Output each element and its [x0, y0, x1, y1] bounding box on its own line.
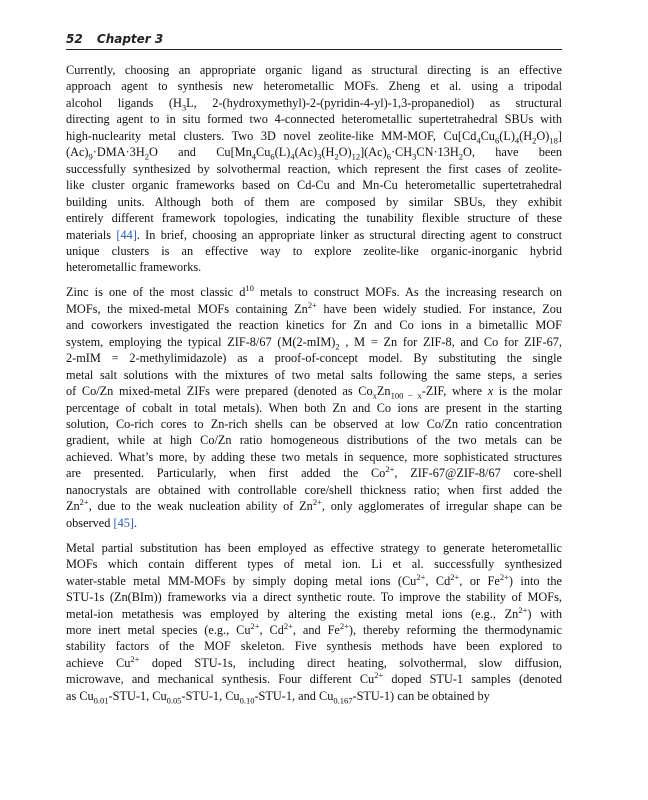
- superscript: 2+: [339, 620, 349, 631]
- subscript: 18: [549, 135, 558, 146]
- subscript: 3: [317, 151, 322, 162]
- text-line: metal salt solutions with the mixtures of two metal salts following the same steps, a series: [66, 367, 562, 382]
- subscript: 2: [334, 151, 339, 162]
- subscript: 6: [494, 135, 500, 146]
- subscript: 100 − x: [390, 390, 422, 401]
- subscript: 3: [181, 102, 187, 113]
- text-line: stability factors of the MOF skeleton. Five synthesis methods have been explored to: [66, 639, 562, 654]
- superscript: 2+: [416, 571, 426, 582]
- text-line: microwave, and mechanical synthesis. Four different $Cu^{2+}$ doped STU-1 samples (denoted: [66, 670, 562, 687]
- text-line: metal-ion metathesis was employed by altering the existing metal ions (e.g., $Zn^{2+}$) with: [66, 604, 562, 621]
- subscript: 2: [335, 341, 340, 352]
- text-line: Zinc is one of the most classic $d^{10}$ metals to construct MOFs. As the increasing research on: [66, 283, 562, 300]
- body-text: [66, 62, 562, 713]
- subscript: 4: [476, 135, 481, 146]
- superscript: 2+: [385, 464, 395, 475]
- text-line: alcohol ligands ($H_3L$, 2-(hydroxymethyl)-2-(pyridin-4-yl)-1,3-propanediol) as structural: [66, 95, 562, 113]
- text-line: directing agent to in situ formed two 4-connected heterometallic supertetrahedral SBUs with: [66, 112, 562, 127]
- subscript: 0.10: [239, 695, 255, 706]
- running-header: [66, 32, 562, 50]
- superscript: 10: [245, 283, 254, 294]
- superscript: 2+: [499, 571, 509, 582]
- chapter-title: Chapter 3: [96, 32, 164, 46]
- italic-variable: x: [487, 384, 494, 399]
- subscript: 12: [351, 151, 361, 162]
- paragraph: [66, 284, 562, 531]
- subscript: 3: [412, 151, 417, 162]
- subscript: 2: [458, 151, 463, 162]
- text-line: are presented. Particularly, when first added the $Co^{2+}$, ZIF-67@ZIF-8/67 core-shell: [66, 464, 563, 481]
- text-line: 2-mIM = 2-methylimidazole) as a proof-of-concept model. By substituting the single: [66, 351, 562, 366]
- paragraph: [66, 62, 562, 276]
- subscript: x: [372, 390, 377, 401]
- superscript: 2+: [312, 497, 322, 508]
- citation-link[interactable]: [45]: [113, 515, 134, 530]
- text-line: unique clusters is an effective way to explore zeolite-like organic-inorganic hybrid: [66, 243, 562, 258]
- text-line: STU-1s (Zn(BIm)) frameworks via a direct synthetic route. To improve the stability of MOFs,: [66, 590, 562, 605]
- page-number: 52: [66, 32, 83, 46]
- text-line: high-nuclearity metal clusters. Two 3D novel zeolite-like MM-MOF, $Cu[Cd_4Cu_6(L)_4(H_2O)_{18}]$: [66, 128, 562, 146]
- text-line: MOFs, the mixed-metal MOFs containing $Zn^{2+}$ have been widely studied. For instance, Zou: [66, 299, 563, 316]
- subscript: 6: [270, 151, 275, 162]
- subscript: 4: [514, 135, 520, 146]
- text-line: heterometallic frameworks.: [66, 260, 202, 275]
- text-line: more inert metal species (e.g., $Cu^{2+}$, $Cd^{2+}$, and $Fe^{2+}$), thereby reforming the thermodynamic: [66, 620, 562, 637]
- superscript: 2+: [250, 620, 260, 631]
- superscript: 2+: [283, 620, 293, 631]
- text-line: Metal partial substitution has been employed as effective strategy to generate heterometallic: [66, 540, 562, 555]
- text-line: system, employing the typical ZIF-8/67 ($M(2-mIM)_2$ , M = Zn for ZIF-8, and Co for ZIF-67,: [66, 334, 562, 352]
- superscript: 2+: [450, 571, 460, 582]
- subscript: 0.167: [333, 695, 353, 706]
- text-line: $Zn^{2+}$, due to the weak nucleation ability of $Zn^{2+}$, only agglomerates of irregular shape can be: [66, 497, 562, 514]
- superscript: 2+: [79, 497, 89, 508]
- text-line: as $Cu_{0.01}-STU-1$, $Cu_{0.05}-STU-1$, $Cu_{0.10}-STU-1$, and $Cu_{0.167}-STU-1$) can be obtained by: [66, 688, 490, 706]
- text-line: successfully synthesized by solvothermal reaction, which represent the first cases of zeolite-: [66, 161, 562, 176]
- subscript: 0.01: [93, 695, 109, 706]
- text-line: like cluster organic frameworks based on Cd-Cu and Mn-Cu heterometallic supertetrahedral: [66, 178, 562, 193]
- subscript: 0.05: [166, 695, 182, 706]
- subscript: 6: [386, 151, 391, 162]
- text-line: of Co/Zn mixed-metal ZIFs were prepared (denoted as $Co_xZn_{100 - x}$-ZIF, where x is the molar: [66, 384, 562, 401]
- text-line: MOFs which contain different types of metal ion. Li et al. successfully synthesized: [66, 557, 562, 572]
- subscript: 4: [251, 151, 256, 162]
- text-line: and coworkers investigated the reaction kinetics for Zn and Co ions in a bimetallic MOF: [66, 318, 562, 333]
- text-line: gradient, while at high Co/Zn ratio homogeneous distributions of the two metals can be: [66, 433, 562, 448]
- paragraph: [66, 540, 562, 705]
- subscript: 4: [290, 151, 295, 162]
- text-line: solution, Co-rich cores to Zn-rich shells can be observed at low Co/Zn ratio concentration: [66, 417, 562, 432]
- text-line: building units. Although both of them are composed by similar SBUs, they exhibit: [66, 194, 562, 209]
- subscript: 2: [532, 135, 537, 146]
- superscript: 2+: [518, 604, 528, 615]
- superscript: 2+: [374, 670, 384, 681]
- text-line: water-stable metal MM-MOFs by simply doping metal ions ($Cu^{2+}$, $Cd^{2+}$, or $Fe^{2+}$) into the: [66, 571, 563, 588]
- text-line: achieved. What’s more, by adding these two metals in sequence, more sophisticated structures: [66, 449, 562, 464]
- subscript: 9: [88, 151, 93, 162]
- text-line: $(Ac)_9\cdot DMA\cdot 3H_2O$ and $Cu[Mn_4Cu_6(L)_4(Ac)_3(H_2O)_{12}](Ac)_6\cdot CH_3CN\cdot 13H_2O$, have been: [66, 145, 562, 162]
- text-line: entirely different framework topologies, indicating the tunability flexible structure of these: [66, 211, 562, 226]
- text-line: Currently, choosing an appropriate organic ligand as structural directing is an effective: [66, 63, 562, 77]
- text-line: observed [45].: [66, 515, 138, 530]
- citation-link[interactable]: [44]: [116, 227, 137, 242]
- superscript: 2+: [307, 299, 317, 310]
- text-line: approach agent to synthesis new heterometallic MOFs. Zheng et al. using a tripodal: [66, 79, 562, 94]
- text-line: nanocrystals are obtained with controllable core/shell thickness ratio; when first added the: [66, 482, 562, 497]
- superscript: 2+: [130, 653, 140, 664]
- text-line: materials [44]. In brief, choosing an appropriate linker as structural directing agent to construct: [66, 227, 562, 242]
- text-line: achieve $Cu^{2+}$ doped STU-1s, including direct heating, solvothermal, slow diffusion,: [66, 653, 562, 670]
- text-line: percentage of cobalt in total metals). When both Zn and Co ions are present in the starting: [66, 400, 562, 415]
- subscript: 2: [144, 151, 149, 162]
